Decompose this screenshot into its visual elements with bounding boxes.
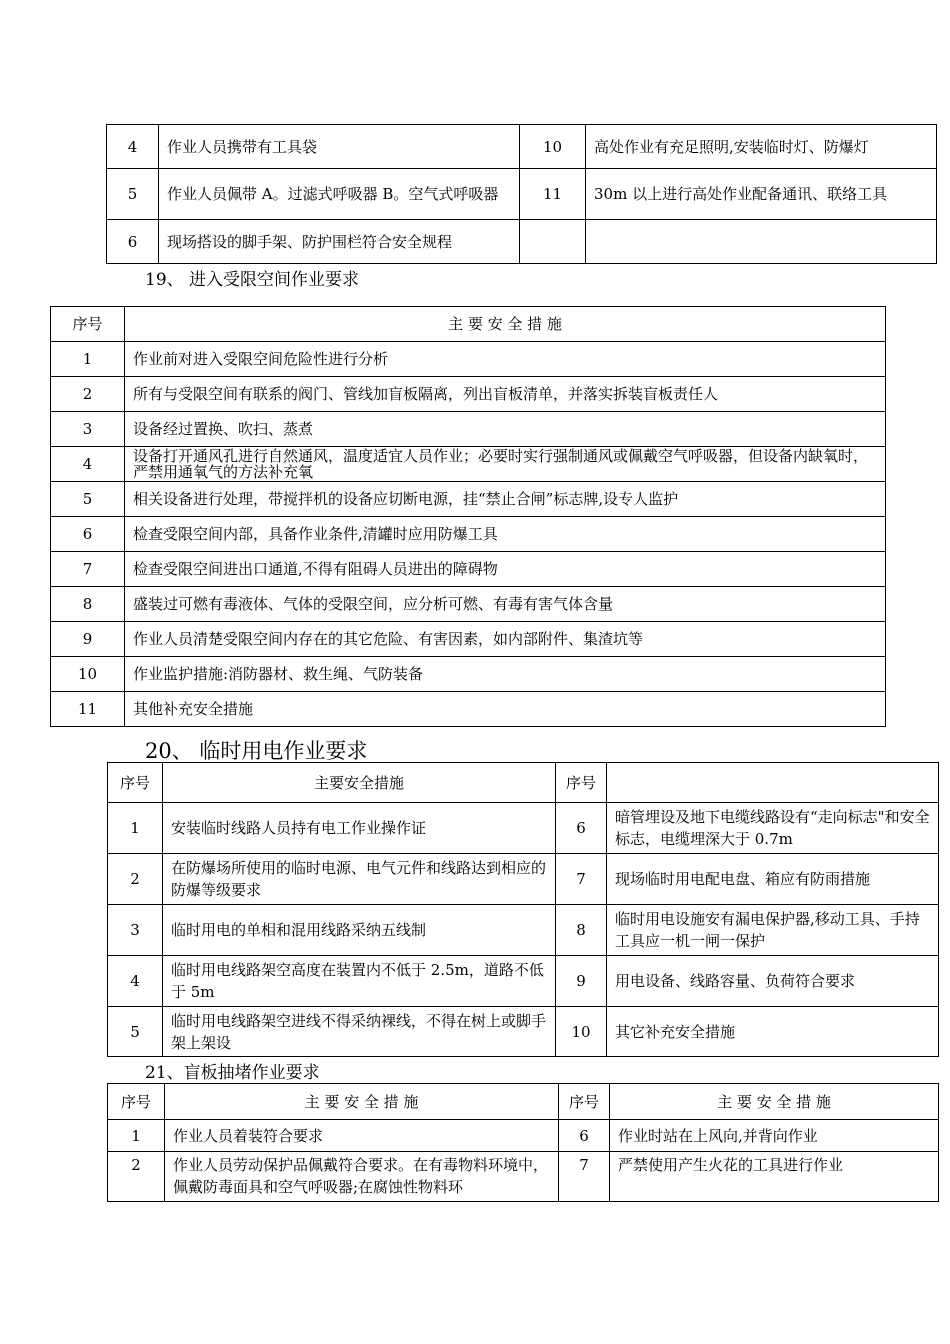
section-20-heading: 20、 临时用电作业要求 xyxy=(145,739,368,763)
table-header-row xyxy=(108,763,939,803)
measure-text: 作业前对进入受限空间危险性进行分析 xyxy=(125,342,886,377)
measure-text: 暗管埋设及地下电缆线路设有“走向标志"和安全标志，电缆埋深大于 0.7m xyxy=(607,803,939,854)
row-number: 10 xyxy=(51,657,125,692)
row-number: 10 xyxy=(520,125,586,169)
column-header-measure: 主要安全措施 xyxy=(163,763,556,803)
measure-text: 临时用电线路架空高度在装置内不低于 2.5m，道路不低于 5m xyxy=(163,956,556,1007)
column-header-measure xyxy=(607,763,939,803)
table-row xyxy=(51,587,886,622)
row-number: 6 xyxy=(51,517,125,552)
temporary-power-table xyxy=(107,762,939,1057)
row-number: 5 xyxy=(51,482,125,517)
row-number: 7 xyxy=(559,1152,610,1202)
measure-text: 严禁使用产生火花的工具进行作业 xyxy=(610,1152,939,1202)
measure-text: 作业人员佩带 A。过滤式呼吸器 B。空气式呼吸器 xyxy=(159,169,520,220)
measure-text: 现场临时用电配电盘、箱应有防雨措施 xyxy=(607,854,939,905)
measure-text: 30m 以上进行高处作业配备通讯、联络工具 xyxy=(586,169,937,220)
table-row xyxy=(51,657,886,692)
measure-text: 作业人员清楚受限空间内存在的其它危险、有害因素，如内部附件、集渣坑等 xyxy=(125,622,886,657)
blind-plate-table xyxy=(107,1083,939,1202)
row-number: 5 xyxy=(107,169,159,220)
row-number: 10 xyxy=(556,1007,607,1057)
measure-text: 作业时站在上风向,并背向作业 xyxy=(610,1120,939,1152)
table-row xyxy=(107,125,937,169)
measure-text: 用电设备、线路容量、负荷符合要求 xyxy=(607,956,939,1007)
column-header-no: 序号 xyxy=(51,307,125,342)
measure-text: 其它补充安全措施 xyxy=(607,1007,939,1057)
measure-text: 在防爆场所使用的临时电源、电气元件和线路达到相应的防爆等级要求 xyxy=(163,854,556,905)
table-header-row xyxy=(51,307,886,342)
row-number: 5 xyxy=(108,1007,163,1057)
table-row xyxy=(51,552,886,587)
row-number: 2 xyxy=(108,854,163,905)
row-number: 2 xyxy=(108,1152,165,1202)
measure-text: 检查受限空间内部，具备作业条件,清罐时应用防爆工具 xyxy=(125,517,886,552)
row-number: 3 xyxy=(108,905,163,956)
section-19-heading: 19、 进入受限空间作业要求 xyxy=(145,270,360,290)
confined-space-table xyxy=(50,306,886,727)
measure-text xyxy=(586,220,937,264)
row-number: 8 xyxy=(556,905,607,956)
row-number xyxy=(520,220,586,264)
column-header-measure: 主 要 安 全 措 施 xyxy=(610,1084,939,1120)
row-number: 8 xyxy=(51,587,125,622)
table-row xyxy=(107,169,937,220)
measure-text: 设备经过置换、吹扫、蒸煮 xyxy=(125,412,886,447)
row-number: 4 xyxy=(107,125,159,169)
measure-text: 相关设备进行处理，带搅拌机的设备应切断电源，挂“禁止合闸”标志牌,设专人监护 xyxy=(125,482,886,517)
measure-text: 检查受限空间进出口通道,不得有阻碍人员进出的障碍物 xyxy=(125,552,886,587)
column-header-no: 序号 xyxy=(559,1084,610,1120)
measure-text: 设备打开通风孔进行自然通风，温度适宜人员作业；必要时实行强制通风或佩戴空气呼吸器，但设备内缺氧时，严禁用通氧气的方法补充氧 xyxy=(125,447,886,482)
table-row xyxy=(51,692,886,727)
table-row xyxy=(51,342,886,377)
row-number: 11 xyxy=(51,692,125,727)
measure-text: 作业人员劳动保护品佩戴符合要求。在有毒物料环境中，佩戴防毒面具和空气呼吸器;在腐蚀性物料环 xyxy=(165,1152,559,1202)
table-row xyxy=(51,517,886,552)
row-number: 6 xyxy=(556,803,607,854)
measure-text: 高处作业有充足照明,安装临时灯、防爆灯 xyxy=(586,125,937,169)
row-number: 6 xyxy=(107,220,159,264)
column-header-no: 序号 xyxy=(108,1084,165,1120)
row-number: 7 xyxy=(51,552,125,587)
table-row xyxy=(51,377,886,412)
row-number: 1 xyxy=(108,803,163,854)
row-number: 11 xyxy=(520,169,586,220)
measure-text: 作业监护措施:消防器材、救生绳、气防装备 xyxy=(125,657,886,692)
table-row xyxy=(51,412,886,447)
measure-text: 临时用电的单相和混用线路采纳五线制 xyxy=(163,905,556,956)
row-number: 4 xyxy=(51,447,125,482)
row-number: 4 xyxy=(108,956,163,1007)
measure-text: 临时用电线路架空进线不得采纳裸线，不得在树上或脚手架上架设 xyxy=(163,1007,556,1057)
table-row xyxy=(108,1007,939,1057)
measure-text: 作业人员着装符合要求 xyxy=(165,1120,559,1152)
table-row xyxy=(51,447,886,482)
table-row xyxy=(51,622,886,657)
row-number: 9 xyxy=(556,956,607,1007)
row-number: 1 xyxy=(51,342,125,377)
section-21-heading: 21、盲板抽堵作业要求 xyxy=(145,1063,320,1083)
table-row xyxy=(108,1120,939,1152)
measure-text: 现场搭设的脚手架、防护围栏符合安全规程 xyxy=(159,220,520,264)
row-number: 2 xyxy=(51,377,125,412)
measure-text: 所有与受限空间有联系的阀门、管线加盲板隔离，列出盲板清单，并落实拆装盲板责任人 xyxy=(125,377,886,412)
table-row xyxy=(108,803,939,854)
table-row xyxy=(51,482,886,517)
column-header-measure: 主 要 安 全 措 施 xyxy=(125,307,886,342)
measure-text: 安装临时线路人员持有电工作业操作证 xyxy=(163,803,556,854)
measure-text: 作业人员携带有工具袋 xyxy=(159,125,520,169)
table-row xyxy=(108,956,939,1007)
measure-text: 临时用电设施安有漏电保护器,移动工具、手持工具应一机一闸一保护 xyxy=(607,905,939,956)
column-header-no: 序号 xyxy=(108,763,163,803)
row-number: 1 xyxy=(108,1120,165,1152)
table-header-row xyxy=(108,1084,939,1120)
table-row xyxy=(108,1152,939,1202)
row-number: 7 xyxy=(556,854,607,905)
measure-text: 盛装过可燃有毒液体、气体的受限空间，应分析可燃、有毒有害气体含量 xyxy=(125,587,886,622)
measure-text: 其他补充安全措施 xyxy=(125,692,886,727)
column-header-no: 序号 xyxy=(556,763,607,803)
table-row xyxy=(108,905,939,956)
work-at-height-table xyxy=(106,124,937,264)
table-row xyxy=(108,854,939,905)
table-row xyxy=(107,220,937,264)
row-number: 3 xyxy=(51,412,125,447)
row-number: 9 xyxy=(51,622,125,657)
column-header-measure: 主 要 安 全 措 施 xyxy=(165,1084,559,1120)
row-number: 6 xyxy=(559,1120,610,1152)
